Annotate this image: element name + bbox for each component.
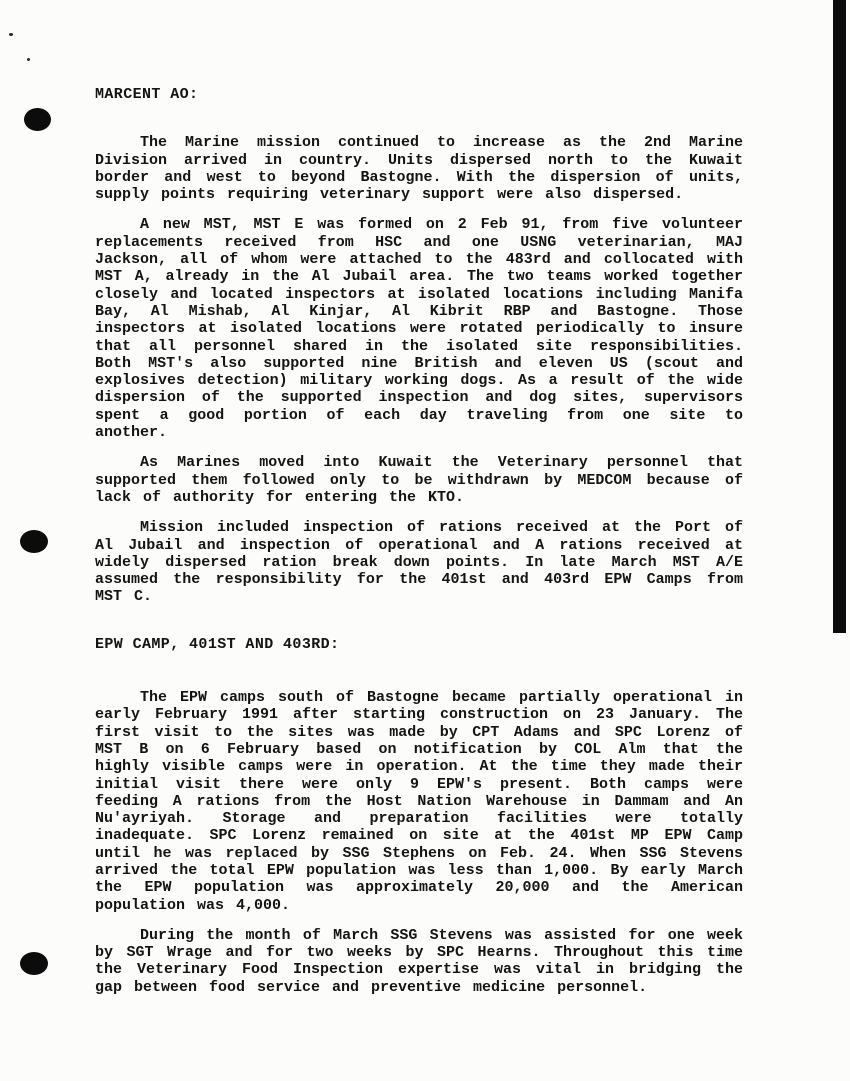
paragraph: The Marine mission continued to increase as the 2nd Marine Division arrived in country. Units dispersed north to the Kuwait border and west to beyond Bastogne. With the dispersion of units, supply points requiring veterinary support were also dispersed.	[95, 134, 743, 204]
section-heading-marcent-ao: MARCENT AO:	[95, 86, 199, 103]
scan-speck	[27, 58, 30, 61]
paragraph: Mission included inspection of rations received at the Port of Al Jubail and inspection of operational and A rations received at widely dispersed ration break down points. In late March MST A/E assumed the responsibility for the 401st and 403rd EPW Camps from MST C.	[95, 519, 743, 606]
paragraph: The EPW camps south of Bastogne became partially operational in early February 1991 after starting construction on 23 January. The first visit to the sites was made by CPT Adams and SPC Lorenz of MST B on 6 February based on notification by COL Alm that the highly visible camps were in operation. At the time they made their initial visit there were only 9 EPW's present. Both camps were feeding A rations from the Host Nation Warehouse in Dammam and An Nu'ayriyah. Storage and preparation facilities were totally inadequate. SPC Lorenz remained on site at the 401st MP EPW Camp until he was replaced by SSG Stephens on Feb. 24. When SSG Stevens arrived the total EPW population was less than 1,000. By early March the EPW population was approximately 20,000 and the American population was 4,000.	[95, 689, 743, 914]
scan-artifact-bar	[833, 0, 846, 633]
hole-punch-mark	[20, 952, 48, 975]
section-heading-epw-camp: EPW CAMP, 401ST AND 403RD:	[95, 635, 340, 653]
paragraph: A new MST, MST E was formed on 2 Feb 91, from five volunteer replacements received from HSC and one USNG veterinarian, MAJ Jackson, all of whom were attached to the 483rd and collocated with MST A, already in the Al Jubail area. The two teams worked together closely and located inspectors at isolated locations including Manifa Bay, Al Mishab, Al Kinjar, Al Kibrit RBP and Bastogne. Those inspectors at isolated locations were rotated periodically to insure that all personnel shared in the isolated site responsibilities. Both MST's also supported nine British and eleven US (scout and explosives detection) military working dogs. As a result of the wide dispersion of the supported inspection and dog sites, supervisors spent a good portion of each day traveling from one site to another.	[95, 216, 743, 442]
hole-punch-mark	[20, 530, 48, 553]
paragraph: During the month of March SSG Stevens was assisted for one week by SGT Wrage and for two weeks by SPC Hearns. Throughout this time the Veterinary Food Inspection expertise was vital in bridging the gap between food service and preventive medicine personnel.	[95, 926, 743, 996]
scan-speck	[9, 33, 13, 36]
paragraph: As Marines moved into Kuwait the Veterinary personnel that supported them followed only to be withdrawn by MEDCOM because of lack of authority for entering the KTO.	[95, 454, 743, 506]
document-body	[95, 86, 743, 1009]
hole-punch-mark	[24, 108, 51, 131]
